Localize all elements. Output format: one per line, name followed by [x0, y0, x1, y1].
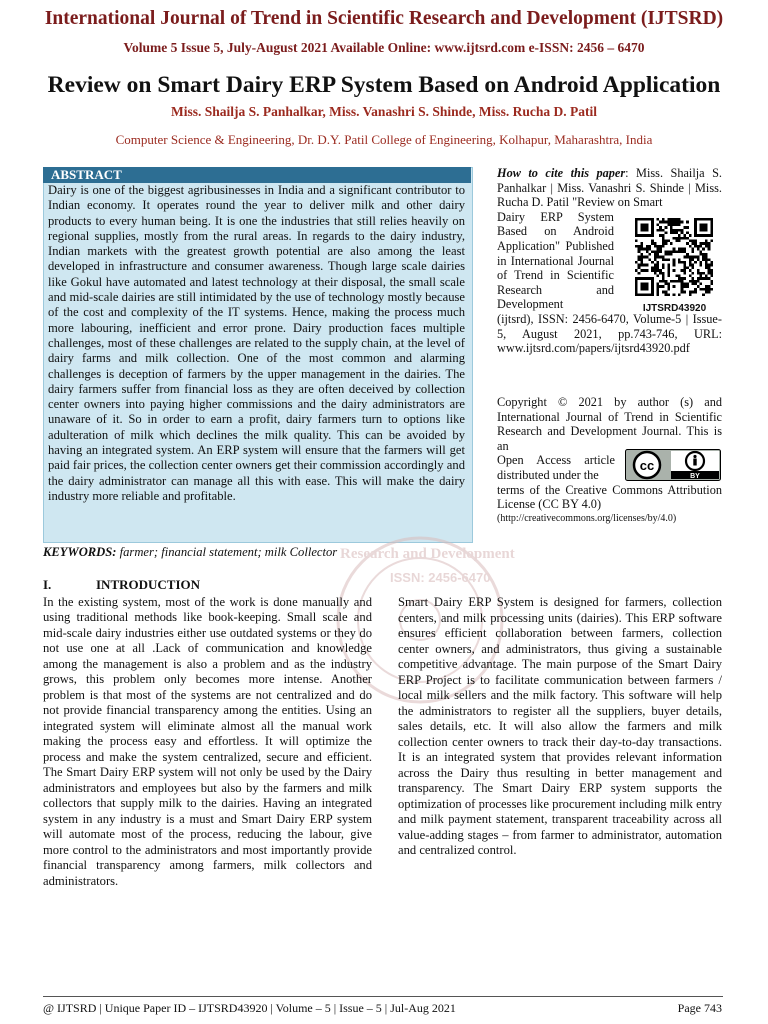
intro-paragraph-right: Smart Dairy ERP System is designed for farmers, collection centers, and milk processing units (dairies). This ERP software ensures efficient collaboration between farmers, collection center owners, and administrators, thus giving a sustainable competitive advantage. The main purpose of the Smart Dairy ERP Project is to facilitate communication between farmers / local milk sellers and the milk factory. This software will help the administrators to register all the suppliers, buyer details, sales details, etc. It will also allow the farmers and milk collection center owners to track their day-to-day transactions. It is an integrated system that provides relevant information across the Dairy thus resulting in better management and transparency. The Smart Dairy ERP system supports the optimization of processes like procurement including milk entry and milk payment statement, transparent traceability across all value-adding stages – from farmer to administrator, automation and centralized control.	[398, 595, 722, 857]
citation-url-link[interactable]: (ijtsrd), ISSN: 2456-6470, Volume-5 | Issue-5, August 2021, pp.743-746, URL: www.ijtsrd.com/papers/ijtsrd43920.pdf	[497, 311, 722, 356]
citation-intro	[497, 166, 722, 210]
watermark-issn: ISSN: 2456-6470	[390, 570, 491, 585]
copyright-narrow-text: Open Access article distributed under the	[497, 453, 615, 482]
keywords-text: farmer; financial statement; milk Collector	[119, 545, 338, 559]
citation-lead: : Miss. Shailja S. Panhalkar | Miss. Vanashri S. Shinde | Miss. Rucha D. Patil "Review on Smart	[497, 166, 722, 210]
footer-divider	[43, 996, 723, 997]
abstract-header-bar	[43, 167, 471, 183]
page-number: Page 743	[677, 1001, 722, 1015]
citation-label: How to cite this paper	[497, 166, 626, 180]
volume-line: Volume 5 Issue 5, July-August 2021 Available Online: www.ijtsrd.com e-ISSN: 2456 – 6470	[123, 40, 645, 55]
intro-left-column	[43, 577, 372, 889]
cc-by-license-icon[interactable]	[625, 449, 721, 481]
footer-info: @ IJTSRD | Unique Paper ID – IJTSRD43920 | Volume – 5 | Issue – 5 | Jul-Aug 2021	[43, 1001, 456, 1015]
section-heading	[43, 577, 372, 593]
qr-code-icon[interactable]	[635, 218, 713, 296]
copyright-lead: Copyright © 2021 by author (s) and International Journal of Trend in Scientific Research and Development Journal. This is an	[497, 395, 722, 453]
abstract-paragraph: Dairy is one of the biggest agribusinesses in India and a significant contributor to Indian economy. It operates round the year to deliver milk and other dairy products to every human being. It is one the industries that still relies heavily on regional supplies, mostly from the rural areas. In regards to the dairy industry, Indian markets with the greatest growth potential are also among the least developed in infrastructure and consumer awareness. Though large scale dairies like Gokul have automated and latest technology at their disposal, the small scale and mid-scale dairies are still intimidated by the use of technology mostly because of the cost and complexity of the IT systems. Hence, making the process much more labouring, inefficient and error prone. Dairy production faces multiple challenges, most of these challenges are related to the supply chain, at the level of dairy farms and milk collection. One of the most common and alarming challenges is deception of farmers by the upper management in the dairies. The dairy farmers suffer from financial loss as they are often deceived by collection center owners into paying higher commissions and the dairy administrators are unaware of it. So in order to earn a profit, dairy farmers turn to options like adulteration of milk which declines the milk quality. This can be avoided by having an integrated system. An ERP system will ensure that the farmers will get paid fair prices, the collection center owners get their commission accordingly and the dairy administrator can manage all this with ease. This will make the dairy industry more reliable and profitable.	[48, 183, 465, 503]
paper-title: Review on Smart Dairy ERP System Based on Android Application	[47, 72, 721, 98]
license-url-link[interactable]: (http://creativecommons.org/licenses/by/4.0)	[497, 512, 677, 524]
section-number: I.	[43, 577, 52, 592]
section-title: INTRODUCTION	[96, 577, 201, 592]
intro-paragraph-left: In the existing system, most of the work is done manually and using traditional methods like book-keeping. Small scale and mid-scale dairy industries either use outdated systems or they do not use one at all .Lack of communication and knowledge among the management is also a problem and as the industry grows, this problem only becomes more intense. Another problem is that most of the systems are not centralized and do not provide financial transparency among the entities. Using an integrated system will eliminate almost all the manual work making the process easy and effortless. It will optimize the process and make the system centralized, secure and efficient. The Smart Dairy ERP system will not only be used by the Dairy administrators and employees but also by the farmers and milk collectors that supply milk to the dairies. Having an integrated system in any industry is a must and Smart Dairy ERP system will automate most of the process, reducing the labour, give more control to the administrators and most importantly provide financial transparency among farmers, milk collectors and administrators.	[43, 594, 372, 888]
paper-affiliation: Computer Science & Engineering, Dr. D.Y. Patil College of Engineering, Kolhapur, Maharashtra, India	[115, 132, 653, 147]
abstract-body	[48, 183, 465, 504]
qr-paper-id: IJTSRD43920	[642, 303, 707, 314]
abstract-heading: ABSTRACT	[51, 167, 122, 182]
watermark-text: Research and Development	[340, 546, 515, 562]
qr-block	[627, 218, 722, 322]
by-badge-text: BY	[690, 473, 700, 480]
paper-authors: Miss. Shailja S. Panhalkar, Miss. Vanashri S. Shinde, Miss. Rucha D. Patil	[171, 104, 597, 119]
keywords-label: KEYWORDS:	[43, 545, 117, 559]
intro-right-column	[398, 595, 722, 859]
copyright-rest: terms of the Creative Commons Attribution License (CC BY 4.0)	[497, 482, 722, 512]
keywords-line	[43, 545, 473, 560]
citation-narrow-text: Dairy ERP System Based on Android Application" Published in International Journal of Trend in Scientific Research and Development	[497, 209, 614, 312]
cc-badge-text: cc	[639, 458, 655, 473]
journal-title: International Journal of Trend in Scientific Research and Development (IJTSRD)	[44, 8, 724, 29]
